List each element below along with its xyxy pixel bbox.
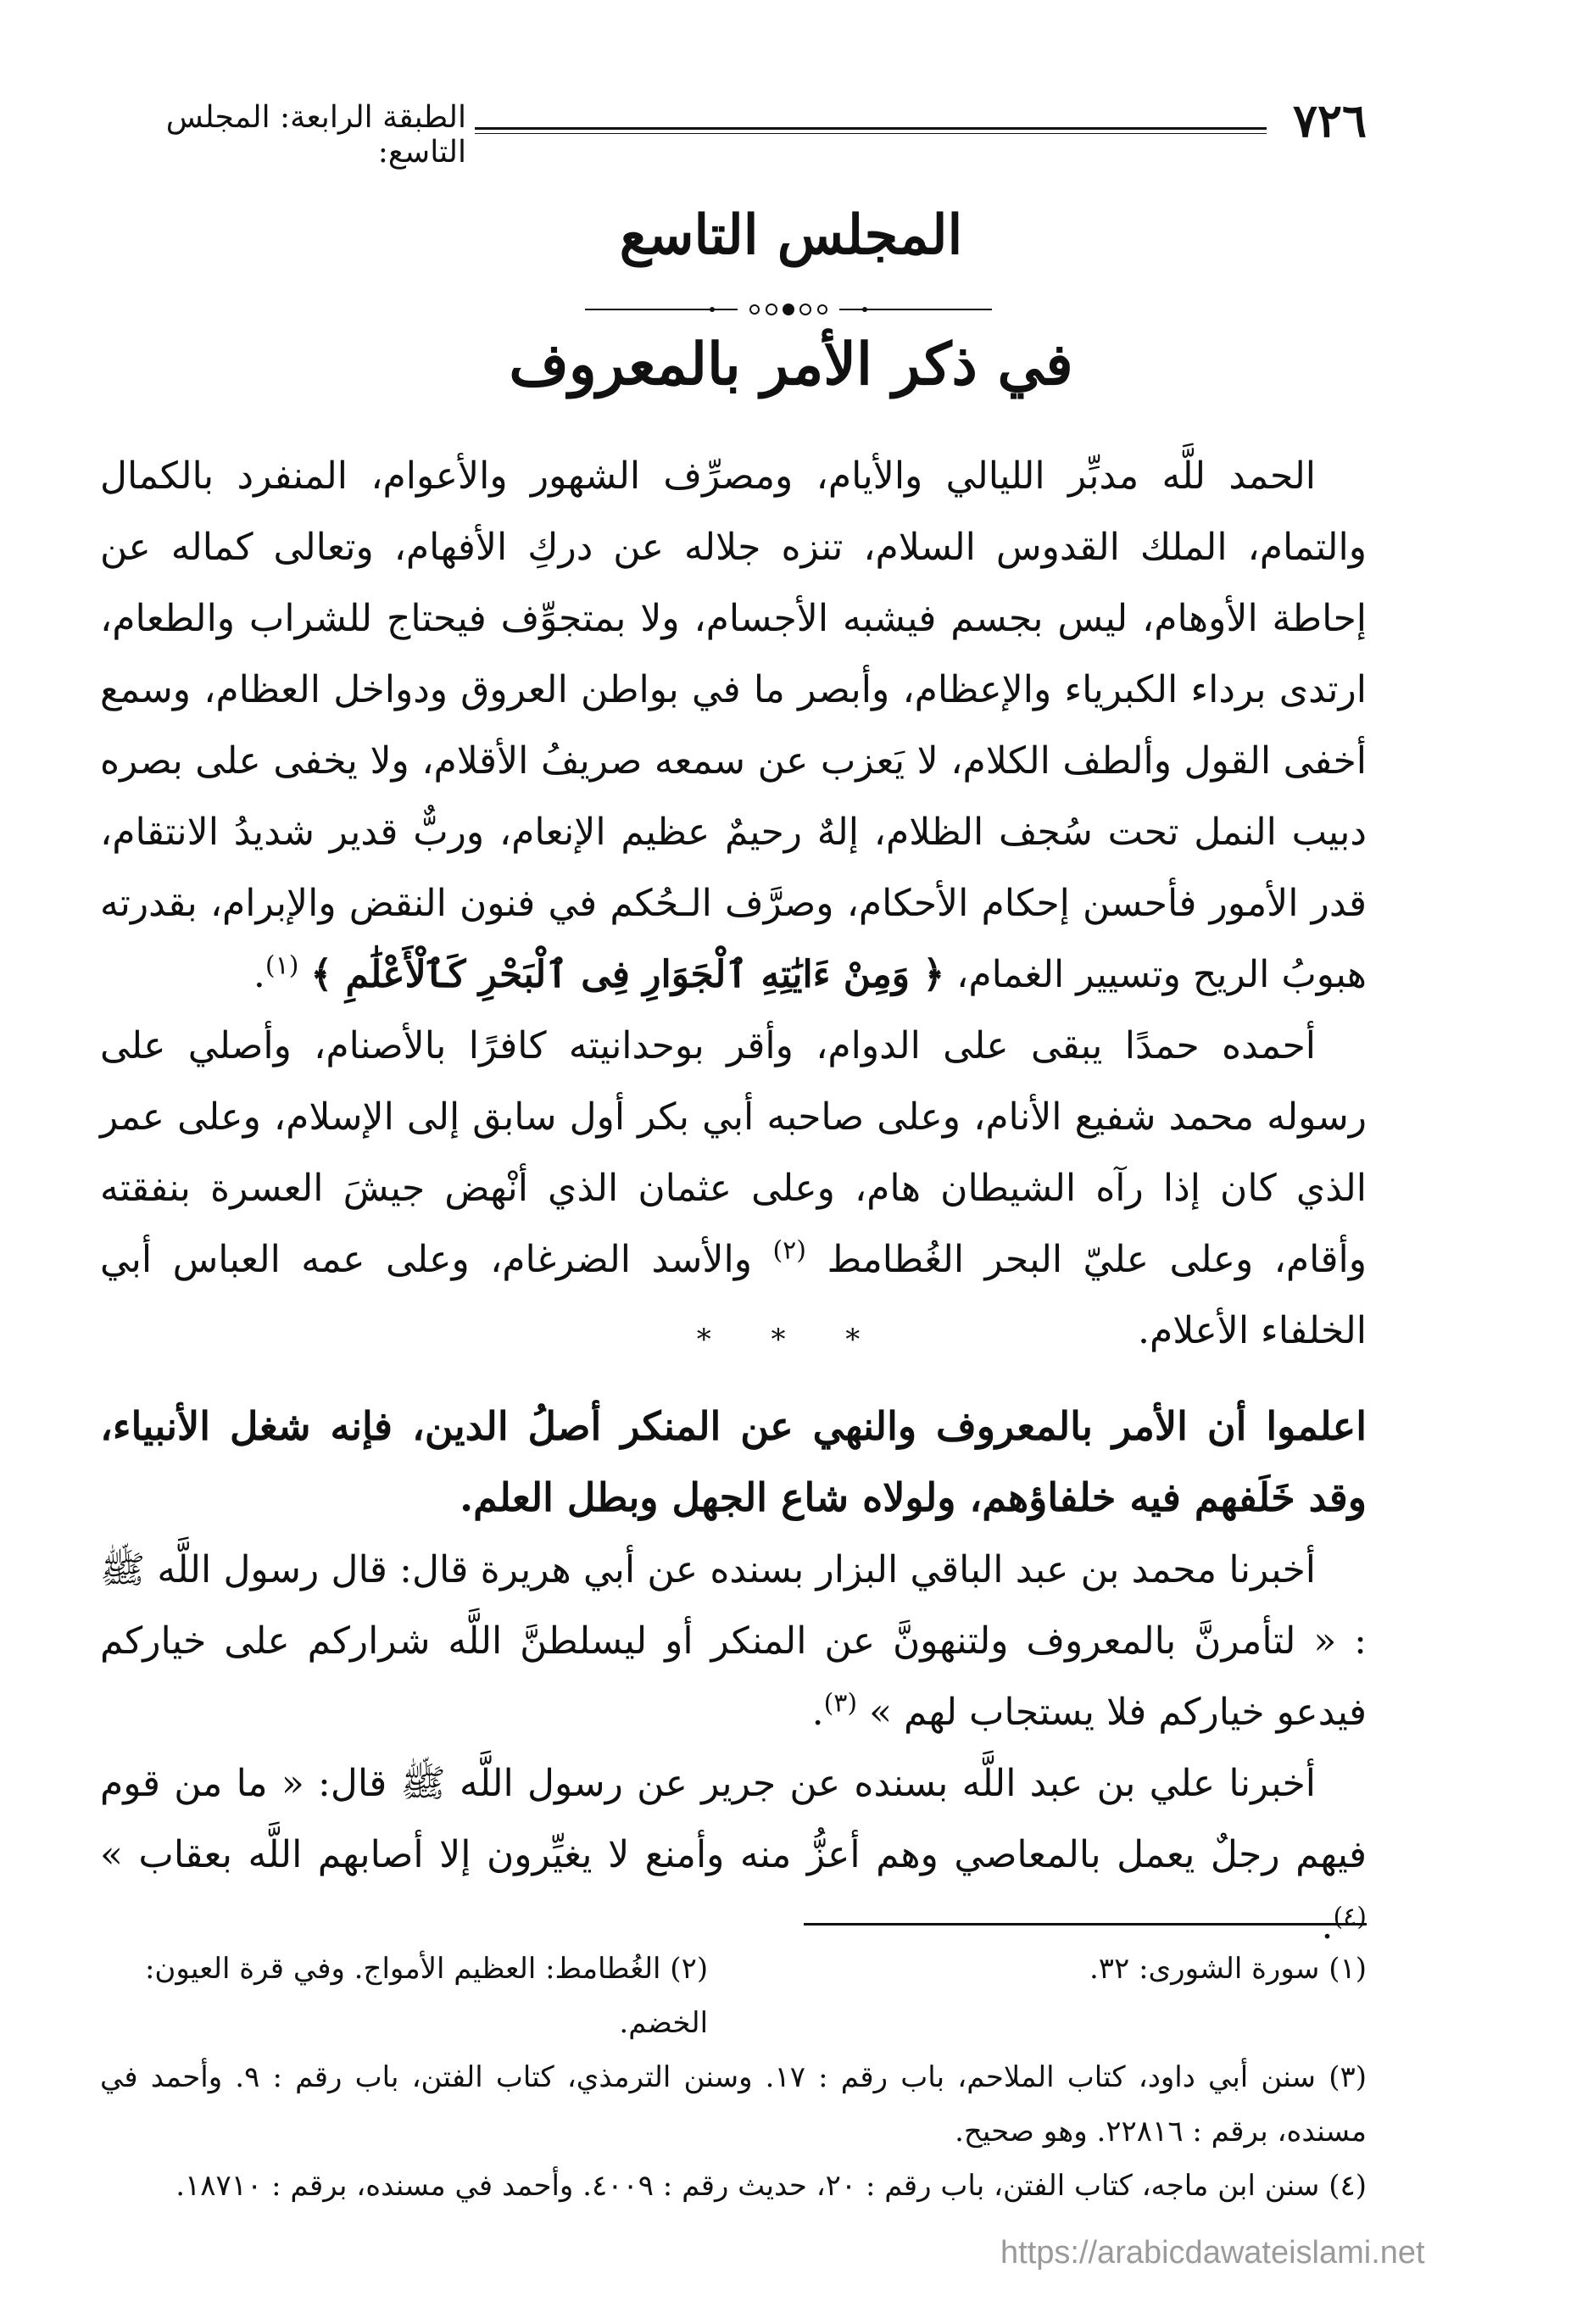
paragraph-blessings-text: أحمده حمدًا يبقى على الدوام، وأقر بوحدانيته كافرًا بالأصنام، وأصلي على رسوله محمد شفيع الأنام، وعلى صاحبه أبي بكر أول سابق إلى الإسلام، وعلى عمر الذي كان إذا رآه الشيطان هام، وعلى عثمان الذي أنْهض جيشَ العسرة بنفقته وأقام، وعلى عليّ البحر الغُطامط [100, 1024, 1367, 1281]
bold-lead-paragraph: اعلموا أن الأمر بالمعروف والنهي عن المنكر أصلُ الدين، فإنه شغل الأنبياء، وقد خَلَفهم فيه خلفاؤهم، ولولاه شاع الجهل وبطل العلم. [100, 1403, 1367, 1520]
hadith-abu-hurayra-end: . [811, 1691, 824, 1734]
paragraph-praise-text: الحمد للَّه مدبِّر الليالي والأيام، ومصرِّف الشهور والأعوام، المنفرد بالكمال والتمام، الملك القدوس السلام، تنزه جلاله عن دركِ الأفهام، وتعالى كماله عن إحاطة الأوهام، ليس بجسم فيشبه الأجسام، ولا بمتجوِّف فيحتاج للشراب والطعام، ارتدى برداء الكبرياء والإعظام، وأبصر ما في بواطن العروق ودواخل العظام، وسمع أخفى القول وألطف الكلام، لا يَعزب عن سمعه صريفُ الأقلام، ولا يخفى على بصره دبيب النمل تحت سُجف الظلام، إلهٌ رحيمٌ عظيم الإنعام، وربٌّ قدير شديدُ الانتقام، قدر الأمور فأحسن إحكام الأحكام، وصرَّف الـحُكم في فنون النقض والإبرام، بقدرته هبوبُ الريح وتسيير الغمام، [100, 454, 1367, 996]
page-number: ٧٢٦ [1292, 93, 1367, 148]
paragraph-blessings-end: والأسد الضرغام، وعلى عمه العباس أبي الخلفاء الأعلام. [100, 1238, 1367, 1352]
footnote-ref-2: (٢) [772, 1235, 806, 1266]
paragraph-praise [100, 441, 1367, 1011]
footnote-row [100, 1942, 1367, 2050]
ornament-divider [585, 301, 992, 318]
hadith-jarir [100, 1748, 1367, 1962]
hadith-abu-hurayra [100, 1535, 1367, 1748]
chapter-title: المجلس التاسع [619, 203, 963, 267]
body-text-top [100, 441, 1367, 1367]
watermark-url: https://arabicdawateislami.net [1000, 2235, 1425, 2271]
running-header [76, 93, 1367, 170]
footnote-1: (١) سورة الشورى: ٣٢. [1089, 1952, 1367, 1986]
quran-verse: ﴿ وَمِنْ ءَايَٰتِهِ ٱلْجَوَارِ فِى ٱلْبَحْرِ كَٱلْأَعْلَٰمِ ﴾ [310, 953, 945, 996]
hadith-jarir-end: . [1321, 1904, 1334, 1948]
chapter-subtitle: في ذكر الأمر بالمعروف [509, 331, 1073, 398]
header-rule [475, 127, 1267, 134]
footnote-ref-1: (١) [265, 950, 299, 981]
separator-stars: * * * [696, 1323, 886, 1357]
hadith-abu-hurayra-text: أخبرنا محمد بن عبد الباقي البزار بسنده عن أبي هريرة قال: قال رسول اللَّه ﷺ : « لتأمرنَّ بالمعروف ولتنهونَّ عن المنكر أو ليسلطنَّ اللَّه شراركم على خياركم فيدعو خياركم فلا يستجاب لهم » [100, 1548, 1367, 1734]
body-text-bottom [100, 1535, 1367, 1962]
paragraph-praise-end: . [253, 953, 265, 996]
footnotes [100, 1942, 1367, 2213]
paragraph-blessings [100, 1011, 1367, 1367]
footnote-ref-4: (٤) [1333, 1902, 1367, 1932]
footnote-3: (٣) سنن أبي داود، كتاب الملاحم، باب رقم : ١٧. وسنن الترمذي، كتاب الفتن، باب رقم : ٩. وأحمد في مسنده، برقم : ٢٢٨١٦. وهو صحيح. [100, 2060, 1367, 2148]
footnote-rule [804, 1923, 1367, 1926]
footnote-2: (٢) الغُطامط: العظيم الأمواج. وفي قرة العيون: الخضم. [144, 1952, 709, 2040]
footnote-4: (٤) سنن ابن ماجه، كتاب الفتن، باب رقم : ٢٠، حديث رقم : ٤٠٠٩. وأحمد في مسنده، برقم : ١٨٧١٠. [175, 2169, 1367, 2203]
footnote-ref-3: (٣) [823, 1688, 858, 1719]
running-title: الطبقة الرابعة: المجلس التاسع: [165, 100, 466, 170]
hadith-jarir-text: أخبرنا علي بن عبد اللَّه بسنده عن جرير عن رسول اللَّه ﷺ قال: « ما من قوم فيهم رجلٌ يعمل بالمعاصي وهم أعزُّ منه وأمنع لا يغيِّرون إلا أصابهم اللَّه بعقاب » [100, 1762, 1367, 1876]
